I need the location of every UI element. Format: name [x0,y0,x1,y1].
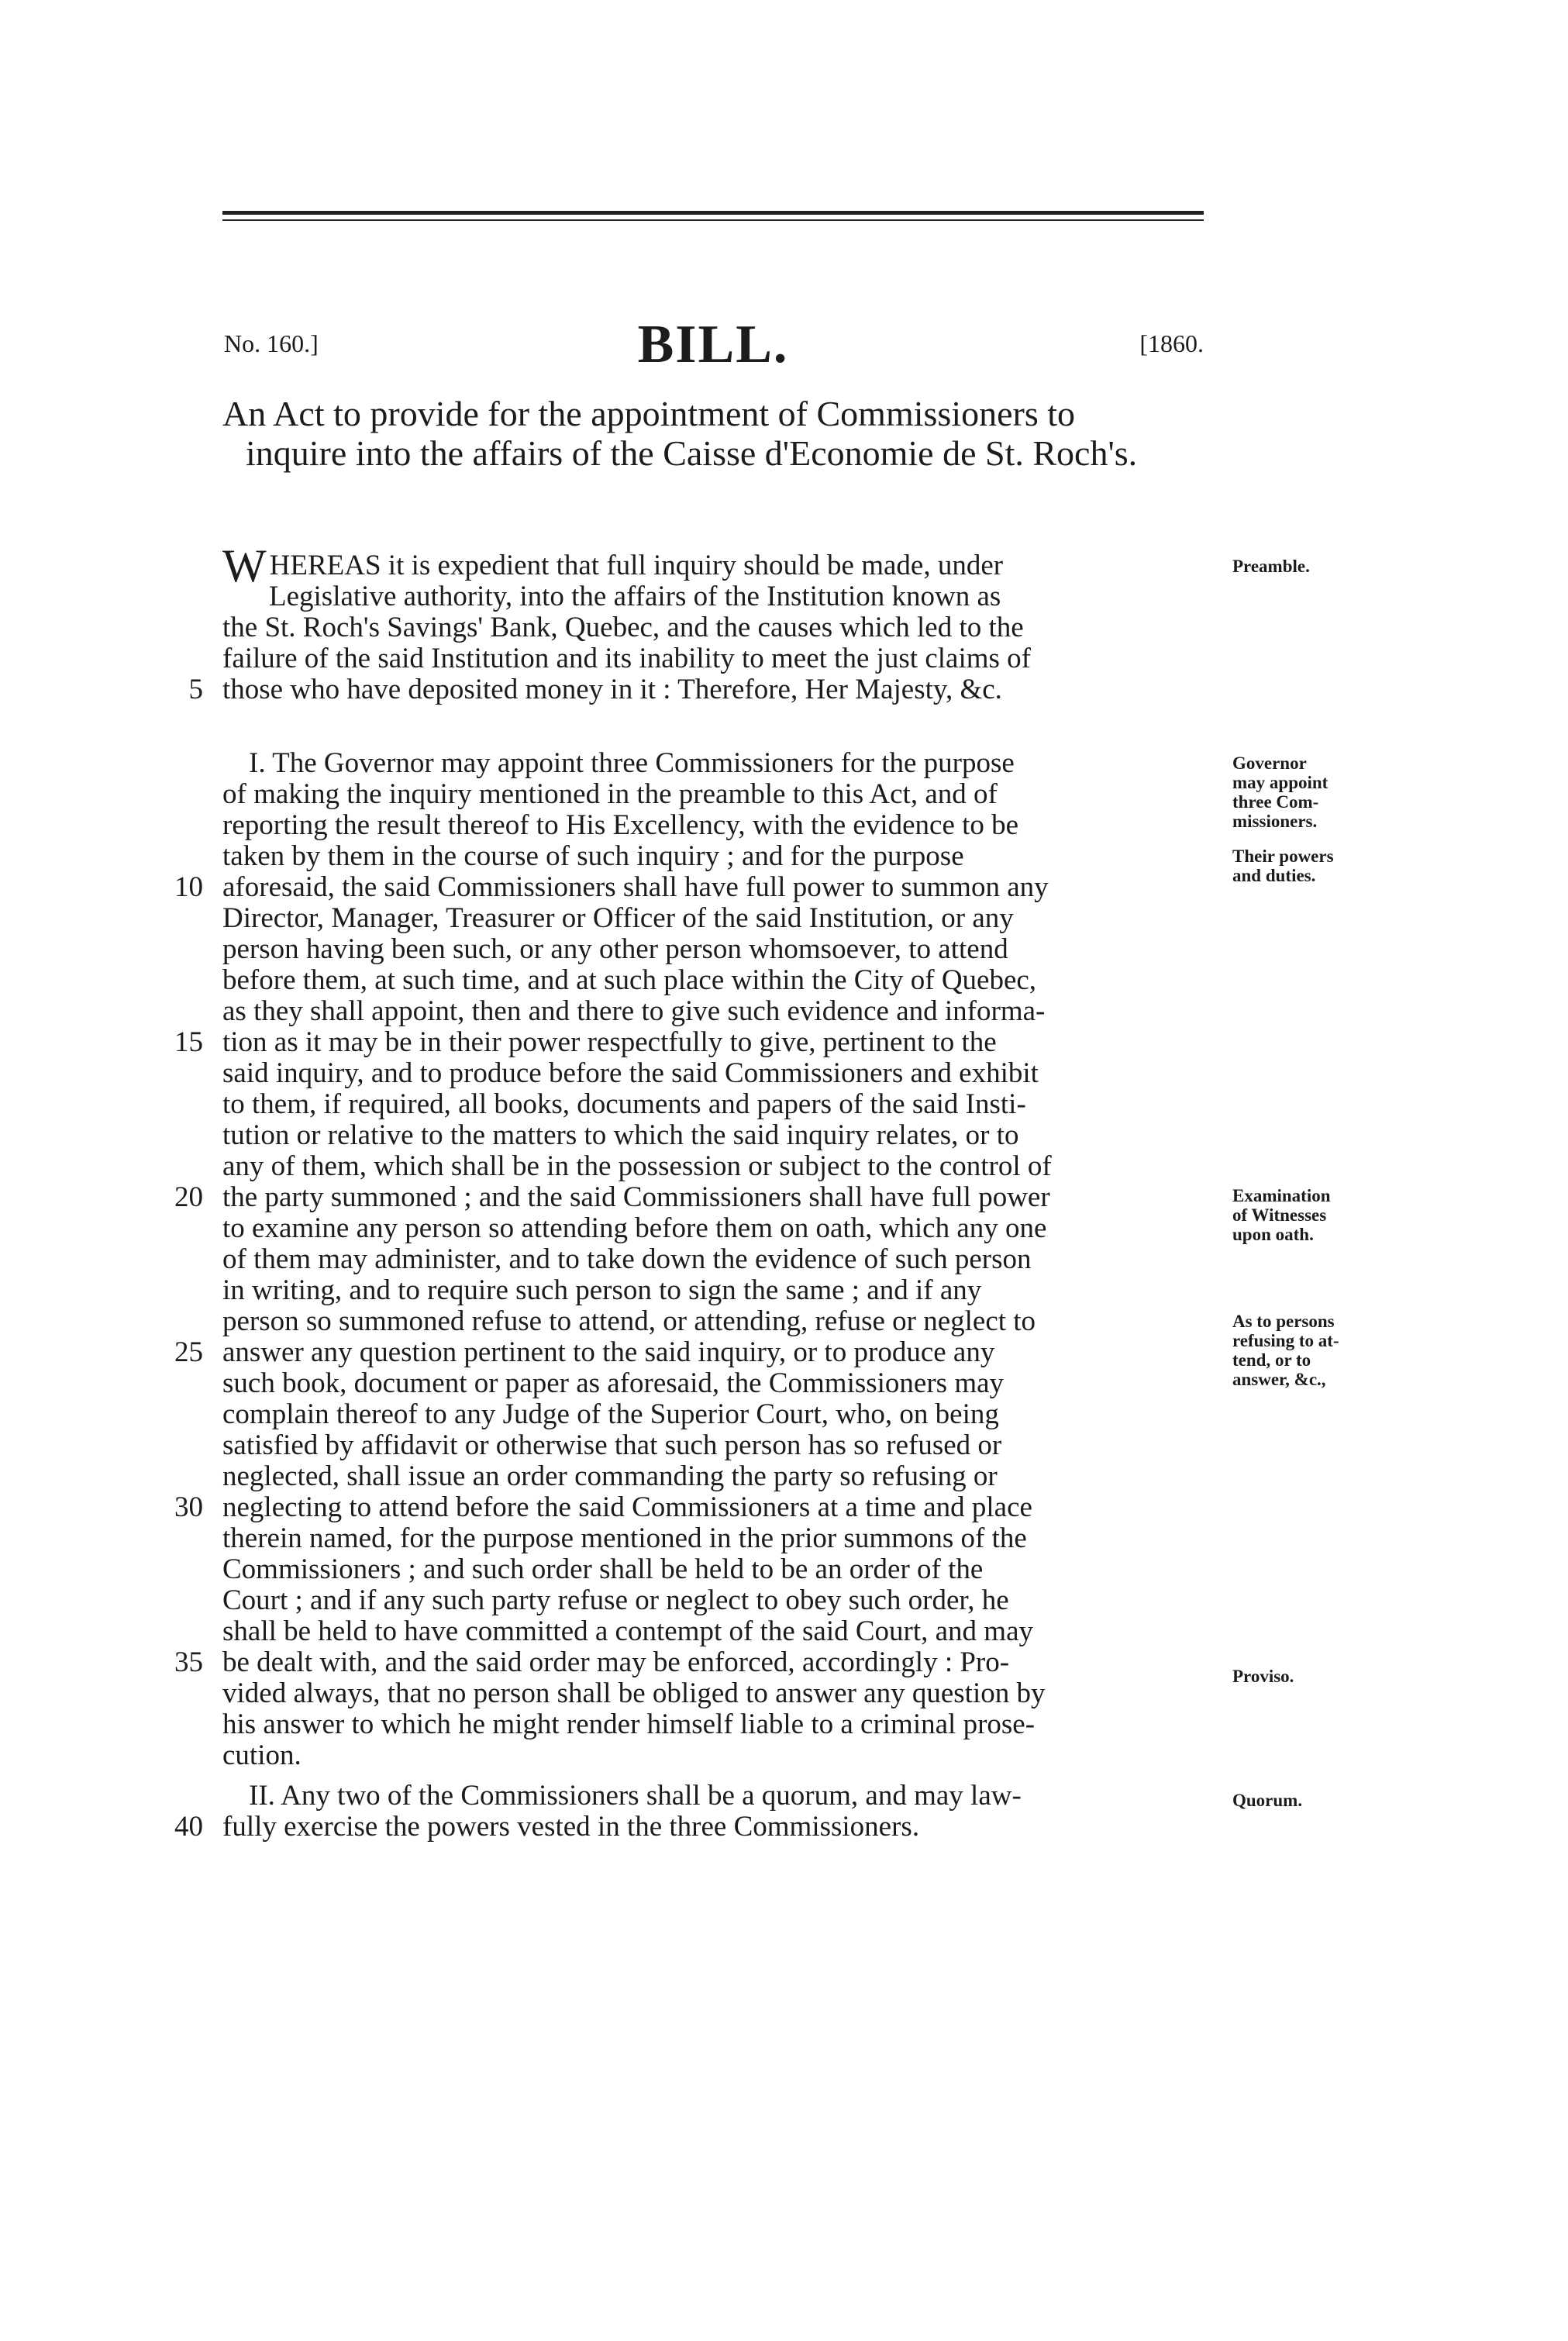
line-number: 25 [174,1336,203,1368]
section-2-line: II. Any two of the Commissioners shall be a quorum, and may law- [249,1780,1022,1812]
section-1-line: to them, if required, all books, documents and papers of the said Insti- [222,1088,1026,1120]
section-1-line: Commissioners ; and such order shall be held to be an order of the [222,1553,984,1585]
section-1-line: tion as it may be in their power respectfully to give, pertinent to the [222,1026,997,1058]
section-1-line: neglecting to attend before the said Commissioners at a time and place [222,1491,1032,1523]
section-1-line: person having been such, or any other person whomsoever, to attend [222,933,1008,965]
section-2 [222,1781,1222,1843]
act-title [222,394,1222,473]
act-title-rest: inquire into the affairs of the Caisse d'Economie de St. Roch's. [246,433,1138,473]
section-1-line: as they shall appoint, then and there to give such evidence and informa- [222,995,1046,1027]
section-1-line: his answer to which he might render himself liable to a criminal prose- [222,1708,1036,1740]
preamble-line: the St. Roch's Savings' Bank, Quebec, and the causes which led to the [222,612,1024,643]
margin-note-quorum: Quorum. [1232,1791,1303,1810]
section-1-line: before them, at such time, and at such place within the City of Quebec, [222,964,1037,996]
top-rule-thick [222,211,1204,215]
margin-note-persons: As to persons refusing to at- tend, or to answer, &c., [1232,1312,1339,1389]
preamble-line: those who have deposited money in it : Therefore, Her Majesty, &c. [222,674,1002,705]
section-1-line: such book, document or paper as aforesaid, the Commissioners may [222,1367,1005,1399]
line-number: 10 [174,871,203,903]
section-1-line: complain thereof to any Judge of the Superior Court, who, on being [222,1398,999,1430]
section-1-line: aforesaid, the said Commissioners shall have full power to summon any [222,871,1049,903]
section-1-line: answer any question pertinent to the said inquiry, or to produce any [222,1336,995,1368]
bill-year: [1860. [1139,329,1204,357]
line-number: 35 [174,1646,203,1678]
bill-title: BILL. [637,315,789,374]
section-1-line: shall be held to have committed a contempt of the said Court, and may [222,1615,1034,1647]
section-1-line: in writing, and to require such person to sign the same ; and if any [222,1274,982,1306]
section-1 [222,748,1222,1771]
top-rule-thin [222,219,1204,221]
section-1-line: cution. [222,1739,302,1771]
section-1-line: therein named, for the purpose mentioned in the prior summons of the [222,1522,1027,1554]
margin-note-governor: Governor may appoint three Com- missioners. [1232,753,1328,831]
section-2-line: fully exercise the powers vested in the three Commissioners. [222,1811,920,1843]
bill-header [222,314,1204,376]
preamble-line: Legislative authority, into the affairs of the Institution known as [269,581,1001,612]
section-1-line: said inquiry, and to produce before the said Commissioners and exhibit [222,1057,1039,1089]
margin-note-proviso: Proviso. [1232,1667,1294,1686]
line-number: 20 [174,1181,203,1213]
line-number: 30 [174,1491,203,1523]
preamble-line: WHEREAS it is expedient that full inquiry should be made, under [222,540,1004,591]
section-1-line: to examine any person so attending before them on oath, which any one [222,1212,1047,1244]
margin-note-powers: Their powers and duties. [1232,846,1334,885]
preamble [222,540,1222,705]
section-1-line: person so summoned refuse to attend, or attending, refuse or neglect to [222,1305,1036,1337]
section-1-line: tution or relative to the matters to which the said inquiry relates, or to [222,1119,1019,1151]
section-1-line: vided always, that no person shall be obliged to answer any question by [222,1677,1046,1709]
section-1-line: the party summoned ; and the said Commissioners shall have full power [222,1181,1050,1213]
section-1-line: any of them, which shall be in the possession or subject to the control of [222,1150,1052,1182]
section-1-line: Director, Manager, Treasurer or Officer of the said Institution, or any [222,902,1014,934]
line-number: 5 [188,674,203,705]
section-1-line: Court ; and if any such party refuse or neglect to obey such order, he [222,1584,1009,1616]
section-1-line: taken by them in the course of such inquiry ; and for the purpose [222,840,964,872]
section-1-line: satisfied by affidavit or otherwise that such person has so refused or [222,1429,1002,1461]
preamble-line: failure of the said Institution and its inability to meet the just claims of [222,643,1031,674]
section-1-line: reporting the result thereof to His Excellency, with the evidence to be [222,809,1019,841]
section-1-line: be dealt with, and the said order may be enforced, accordingly : Pro- [222,1646,1010,1678]
section-1-line: neglected, shall issue an order commanding the party so refusing or [222,1460,998,1492]
section-1-line: of them may administer, and to take down the evidence of such person [222,1243,1032,1275]
act-title-line1: An Act to provide for the appointment of Commissioners to [222,394,1076,433]
margin-note-preamble: Preamble. [1232,557,1310,576]
bill-number: No. 160.] [224,329,319,357]
section-1-line: I. The Governor may appoint three Commissioners for the purpose [249,747,1015,779]
margin-note-examination: Examination of Witnesses upon oath. [1232,1186,1331,1244]
preamble-dropcap: W [222,540,267,591]
line-number: 40 [174,1811,203,1843]
line-number: 15 [174,1026,203,1058]
section-1-line: of making the inquiry mentioned in the preamble to this Act, and of [222,778,998,810]
